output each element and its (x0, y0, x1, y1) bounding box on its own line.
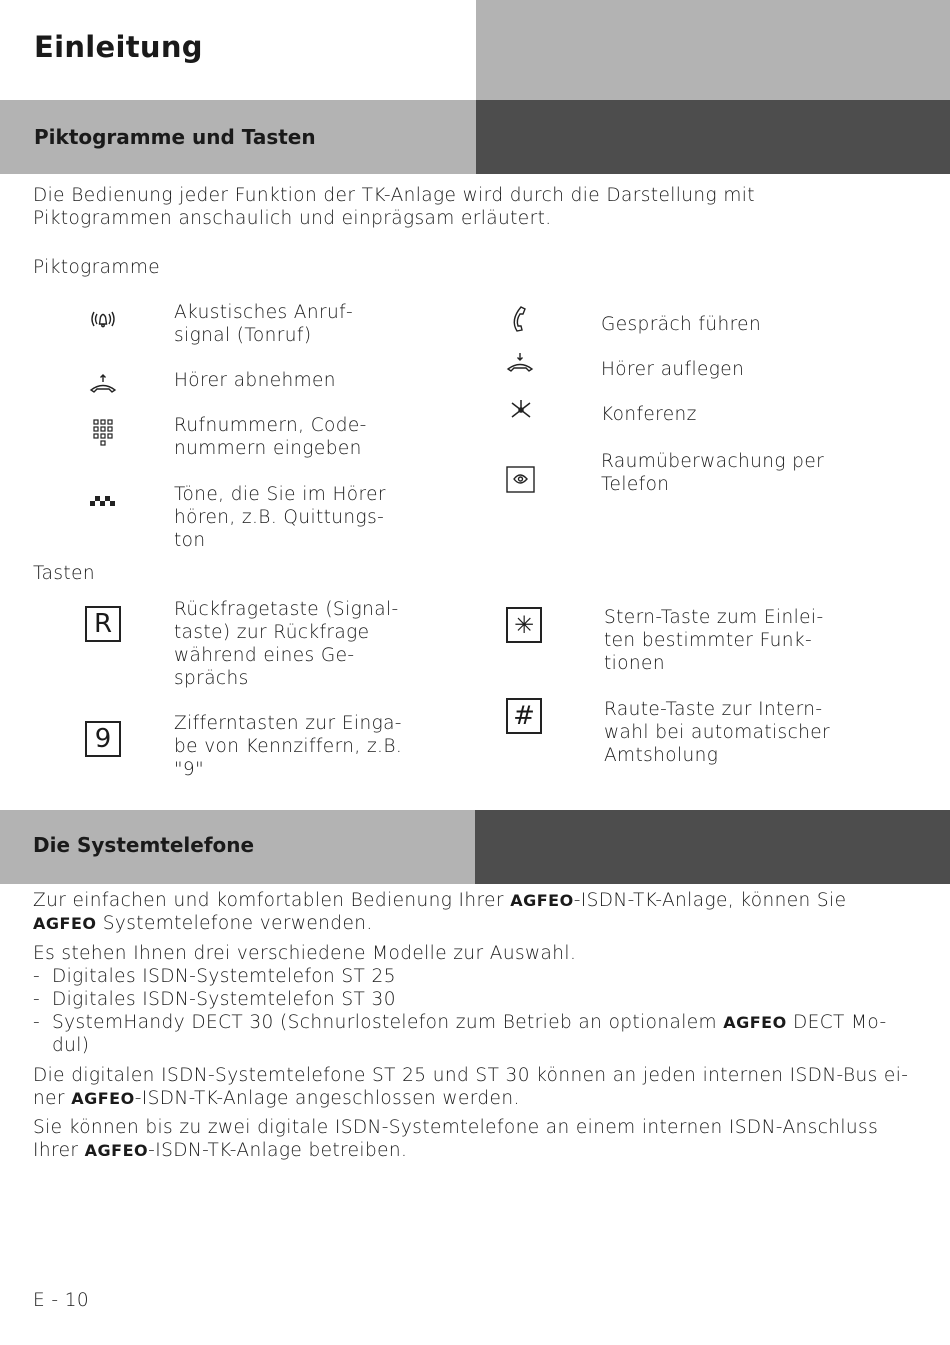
list-item: - Digitales ISDN-Systemtelefon ST 25 (33, 965, 913, 988)
tones-icon (90, 494, 116, 514)
key-text-line: taste) zur Rückfrage (174, 622, 370, 643)
room-monitor-icon (506, 466, 536, 498)
key-text-line: während eines Ge- (174, 645, 355, 666)
handset-hangup-icon (505, 352, 535, 378)
handset-lift-icon (88, 373, 118, 399)
key-text-line: Amtsholung (604, 745, 719, 766)
r-key-icon: R (85, 606, 121, 642)
model-list (33, 965, 913, 1057)
key-text-line: Raute-Taste zur Intern- (604, 699, 823, 720)
handset-talk-icon (509, 305, 529, 337)
pictogram-text-line: Akustisches Anruf- (174, 302, 354, 323)
header-gray-block (476, 0, 950, 100)
pictogram-text-line: Konferenz (601, 404, 697, 425)
agfeo-logo: AGFEO (84, 1141, 149, 1160)
pictogram-text-line: Töne, die Sie im Hörer (174, 484, 386, 505)
conference-icon (508, 397, 534, 427)
keys-label: Tasten (33, 563, 95, 584)
paragraph-line: Zur einfachen und komfortablen Bedienung Ihrer AGFEO-ISDN-TK-Anlage, können Sie (33, 890, 847, 911)
pictogram-text-line: Hörer auflegen (601, 359, 745, 380)
pictogram-text-line: hören, z.B. Quittungs- (174, 507, 385, 528)
key-text-line: Stern-Taste zum Einlei- (604, 607, 824, 628)
pictogram-text-line: Hörer abnehmen (174, 370, 336, 391)
section-heading-piktogramme: Piktogramme und Tasten (34, 125, 316, 149)
list-item: - SystemHandy DECT 30 (Schnurlostelefon zum Betrieb an optionalem AGFEO DECT Mo- dul) (33, 1011, 913, 1057)
systemtelefone-paragraph-2: Es stehen Ihnen drei verschiedene Modelle zur Auswahl. (33, 943, 577, 964)
paragraph-line: Die digitalen ISDN-Systemtelefone ST 25 und ST 30 können an jeden internen ISDN-Bus ei- (33, 1065, 909, 1086)
digit-key-icon: 9 (85, 721, 121, 757)
pictograms-label: Piktogramme (33, 257, 161, 278)
section-heading-systemtelefone: Die Systemtelefone (33, 833, 255, 857)
pictogram-text-line: Telefon (601, 474, 670, 495)
ringing-bell-icon (88, 309, 118, 333)
section-band-dark (475, 810, 950, 884)
systemtelefone-paragraph-3 (33, 1064, 913, 1110)
pictogram-text-line: signal (Tonruf) (174, 325, 312, 346)
pictogram-text-line: Raumüberwachung per (601, 451, 825, 472)
agfeo-logo: AGFEO (71, 1089, 135, 1108)
section-band-dark (476, 100, 950, 174)
key-text-line: ten bestimmter Funk- (604, 630, 813, 651)
star-key-icon: ✳ (506, 607, 542, 643)
paragraph-line: Sie können bis zu zwei digitale ISDN-Systemtelefone an einem internen ISDN-Anschluss (33, 1117, 879, 1138)
agfeo-logo: AGFEO (510, 891, 574, 910)
pictogram-text-line: ton (174, 530, 206, 551)
pictogram-text-line: Gespräch führen (601, 314, 762, 335)
key-text-line: be von Kennziffern, z.B. (174, 736, 403, 757)
key-text-line: Zifferntasten zur Einga- (174, 713, 402, 734)
agfeo-logo: AGFEO (33, 914, 97, 933)
paragraph-line: AGFEO Systemtelefone verwenden. (33, 913, 373, 934)
page-number: E - 10 (33, 1290, 90, 1311)
paragraph-line: Ihrer AGFEO-ISDN-TK-Anlage betreiben. (33, 1140, 408, 1161)
systemtelefone-paragraph-4 (33, 1116, 913, 1162)
key-text-line: tionen (604, 653, 665, 674)
keypad-icon (93, 419, 113, 451)
agfeo-logo: AGFEO (723, 1013, 787, 1032)
key-text-line: Rückfragetaste (Signal- (174, 599, 399, 620)
systemtelefone-paragraph-1 (33, 889, 913, 935)
paragraph-line: ner AGFEO-ISDN-TK-Anlage angeschlossen werden. (33, 1088, 520, 1109)
pictogram-text-line: Rufnummern, Code- (174, 415, 367, 436)
hash-key-icon: # (506, 698, 542, 734)
page-title: Einleitung (34, 30, 203, 64)
list-item: - Digitales ISDN-Systemtelefon ST 30 (33, 988, 913, 1011)
pictogram-text-line: nummern eingeben (174, 438, 362, 459)
key-text-line: wahl bei automatischer (604, 722, 831, 743)
key-text-line: "9" (174, 759, 204, 780)
key-text-line: sprächs (174, 668, 249, 689)
intro-paragraph: Die Bedienung jeder Funktion der TK-Anlage wird durch die Darstellung mit Piktogrammen anschaulich und einprägsam erläutert. (33, 185, 755, 229)
